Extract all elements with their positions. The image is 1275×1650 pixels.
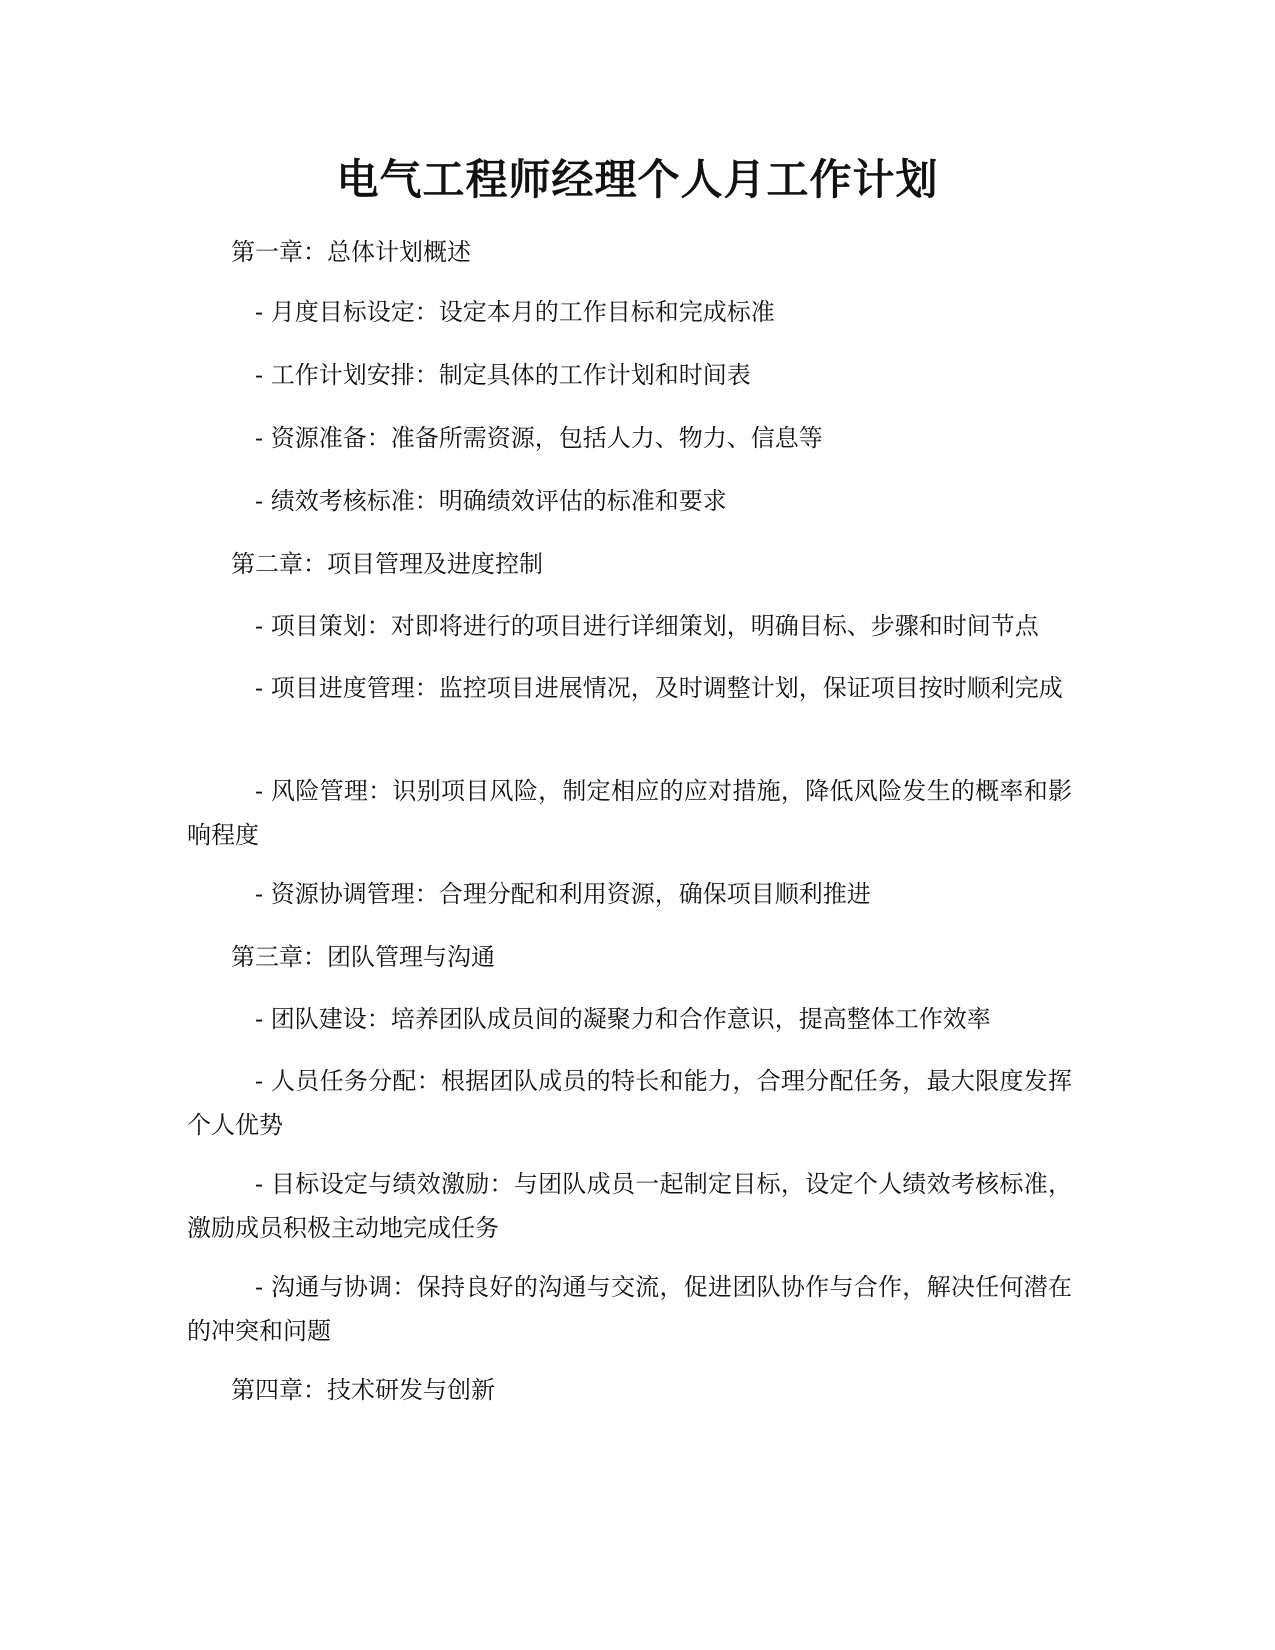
list-item: - 风险管理：识别项目风险，制定相应的应对措施，降低风险发生的概率和影响程度 xyxy=(187,777,1072,849)
list-item: - 沟通与协调：保持良好的沟通与交流，促进团队协作与合作，解决任何潜在的冲突和问题 xyxy=(187,1273,1072,1345)
list-item: - 项目进度管理：监控项目进展情况，及时调整计划，保证项目按时顺利完成 xyxy=(255,674,1063,702)
list-item: - 项目策划：对即将进行的项目进行详细策划，明确目标、步骤和时间节点 xyxy=(255,612,1039,640)
list-item: - 团队建设：培养团队成员间的凝聚力和合作意识，提高整体工作效率 xyxy=(255,1005,991,1033)
list-item: - 绩效考核标准：明确绩效评估的标准和要求 xyxy=(255,487,727,515)
list-item: - 工作计划安排：制定具体的工作计划和时间表 xyxy=(255,361,751,389)
list-item: - 月度目标设定：设定本月的工作目标和完成标准 xyxy=(255,298,775,326)
chapter-heading: 第四章：技术研发与创新 xyxy=(231,1376,495,1404)
list-item: - 资源准备：准备所需资源，包括人力、物力、信息等 xyxy=(255,424,823,452)
document-title: 电气工程师经理个人月工作计划 xyxy=(336,155,939,204)
chapter-heading: 第二章：项目管理及进度控制 xyxy=(231,550,543,578)
list-item: - 资源协调管理：合理分配和利用资源，确保项目顺利推进 xyxy=(255,880,871,908)
chapter-heading: 第三章：团队管理与沟通 xyxy=(231,943,495,971)
list-item: - 目标设定与绩效激励：与团队成员一起制定目标，设定个人绩效考核标准，激励成员积极主动地完成任务 xyxy=(187,1170,1072,1242)
chapter-heading: 第一章：总体计划概述 xyxy=(231,238,471,266)
list-item: - 人员任务分配：根据团队成员的特长和能力，合理分配任务，最大限度发挥个人优势 xyxy=(187,1067,1072,1139)
